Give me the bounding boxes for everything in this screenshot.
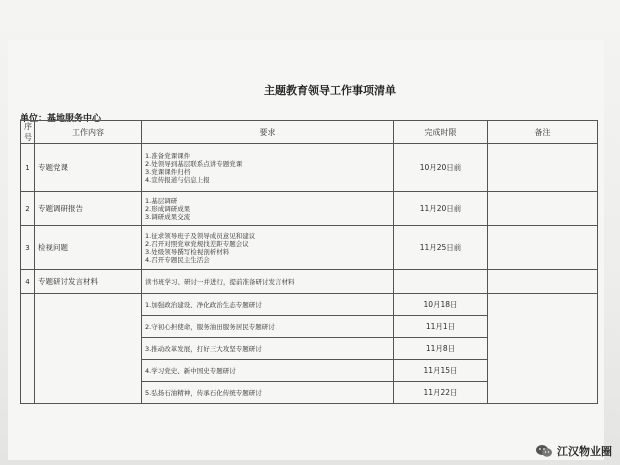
row-req bbox=[142, 192, 394, 226]
subrow-no-cell bbox=[21, 294, 35, 404]
table-subrow bbox=[21, 294, 598, 316]
subrow-req bbox=[142, 338, 394, 360]
row-no: 2 bbox=[21, 192, 35, 226]
header-time: 完成时限 bbox=[394, 121, 488, 144]
subrow-time-text: 11月22日 bbox=[423, 388, 458, 397]
subrow-req bbox=[142, 316, 394, 338]
table-row bbox=[21, 144, 598, 192]
header-no: 序号 bbox=[21, 121, 35, 144]
document-title: 主题教育领导工作事项清单 bbox=[264, 84, 396, 97]
row-time bbox=[394, 226, 488, 270]
subrow-note-cell bbox=[488, 294, 598, 404]
row-note bbox=[488, 226, 598, 270]
req-line: 3.处级领导撰写检视剖析材料 bbox=[145, 247, 230, 256]
row-no: 4 bbox=[21, 270, 35, 294]
req-line: 1.征求领导班子及领导成员意见和建议 bbox=[145, 231, 256, 240]
row-note bbox=[488, 270, 598, 294]
req-line: 4.学习党史、新中国史专题研讨 bbox=[145, 366, 236, 375]
row-time-text: 10月20日前 bbox=[419, 163, 462, 172]
watermark-text: 江汉物业圈 bbox=[557, 445, 612, 458]
row-no: 3 bbox=[21, 226, 35, 270]
req-line: 5.弘扬石油精神，传承石化传统专题研讨 bbox=[145, 388, 262, 397]
req-line: 2.处领导到基层联系点讲专题党课 bbox=[145, 159, 243, 168]
row-req bbox=[142, 226, 394, 270]
subrow-time-text: 10月18日 bbox=[423, 300, 458, 309]
row-item bbox=[35, 144, 142, 192]
table-row bbox=[21, 270, 598, 294]
task-table bbox=[20, 120, 598, 404]
req-line: 1.基层调研 bbox=[145, 196, 178, 205]
row-item bbox=[35, 270, 142, 294]
table-row bbox=[21, 226, 598, 270]
req-line: 3.推动改革发展，打好三大攻坚专题研讨 bbox=[145, 344, 262, 353]
row-time-text: 11月25日前 bbox=[419, 243, 462, 252]
row-item-text: 专题党课 bbox=[38, 163, 68, 172]
header-note: 备注 bbox=[488, 121, 598, 144]
req-line: 2.召开对照党章党规找差距专题会议 bbox=[145, 239, 249, 248]
watermark bbox=[535, 443, 612, 459]
row-item-text: 专题调研报告 bbox=[38, 204, 83, 213]
row-item-text: 专题研讨发言材料 bbox=[38, 277, 98, 286]
row-note bbox=[488, 192, 598, 226]
req-line: 3.调研成果交流 bbox=[145, 212, 191, 221]
row-req bbox=[142, 144, 394, 192]
table-header-row bbox=[21, 121, 598, 144]
row-item bbox=[35, 192, 142, 226]
row-item-text: 检视问题 bbox=[38, 243, 68, 252]
wechat-icon bbox=[535, 444, 553, 458]
subrow-time-text: 11月1日 bbox=[425, 322, 456, 331]
header-item: 工作内容 bbox=[35, 121, 142, 144]
row-item bbox=[35, 226, 142, 270]
req-line: 1.加强政治建设、净化政治生态专题研讨 bbox=[145, 300, 262, 309]
subrow-time bbox=[394, 294, 488, 316]
row-req bbox=[142, 270, 394, 294]
subrow-time-text: 11月15日 bbox=[423, 366, 458, 375]
subrow-time bbox=[394, 316, 488, 338]
subrow-item-cell bbox=[35, 294, 142, 404]
row-time-text: 11月20日前 bbox=[419, 204, 462, 213]
table-row bbox=[21, 192, 598, 226]
subrow-req bbox=[142, 382, 394, 404]
row-time bbox=[394, 270, 488, 294]
req-line: 2.守初心担使命，服务油田服务居民专题研讨 bbox=[145, 322, 275, 331]
req-line: 读书班学习、研讨一并进行，提前准备研讨发言材料 bbox=[145, 277, 295, 286]
row-time bbox=[394, 144, 488, 192]
req-line: 2.形成调研成果 bbox=[145, 204, 191, 213]
subrow-time-text: 11月8日 bbox=[425, 344, 456, 353]
subrow-time bbox=[394, 382, 488, 404]
subrow-req bbox=[142, 294, 394, 316]
subrow-time bbox=[394, 360, 488, 382]
header-req: 要求 bbox=[142, 121, 394, 144]
req-line: 1.准备党课课件 bbox=[145, 151, 191, 160]
req-line: 3.党课课件归档 bbox=[145, 167, 191, 176]
row-time bbox=[394, 192, 488, 226]
row-no: 1 bbox=[21, 144, 35, 192]
req-line: 4.召开专题民主生活会 bbox=[145, 255, 210, 264]
req-line: 4.宣传报道与信息上报 bbox=[145, 175, 210, 184]
subrow-time bbox=[394, 338, 488, 360]
row-note bbox=[488, 144, 598, 192]
unit-label: 单位：基地服务中心 bbox=[20, 114, 102, 124]
subrow-req bbox=[142, 360, 394, 382]
